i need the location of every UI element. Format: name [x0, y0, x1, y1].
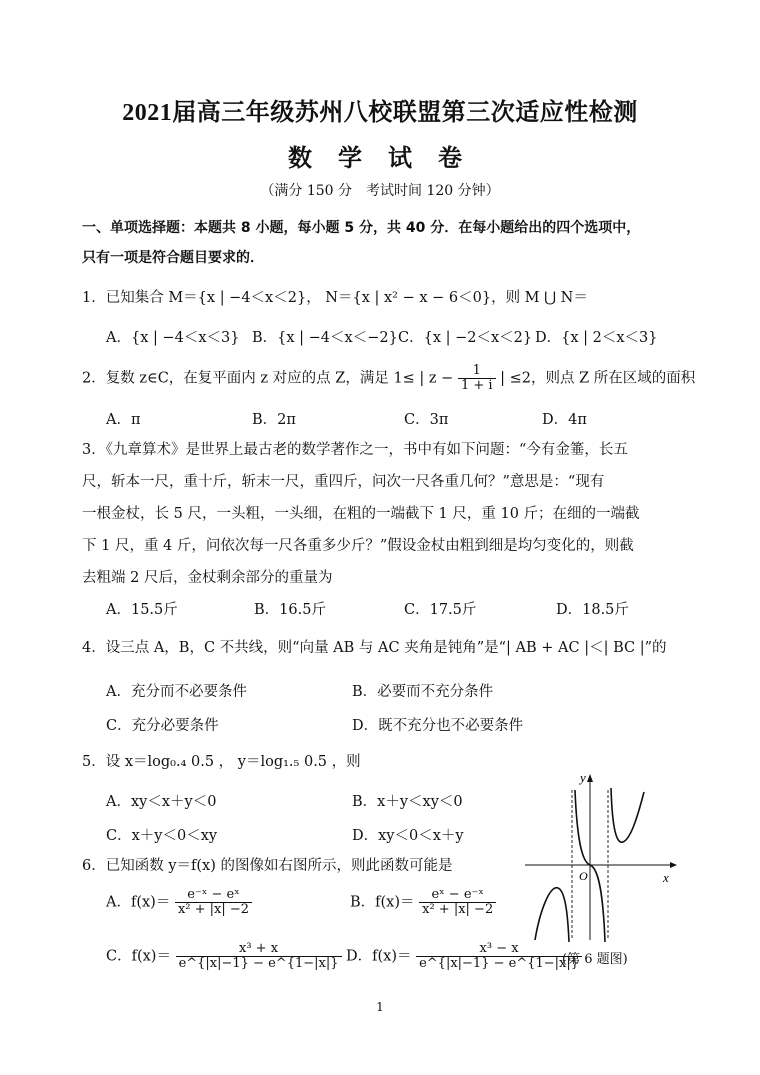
q2-option-c: C．3π — [404, 412, 449, 428]
q6-option-b-num: eˣ − e⁻ˣ — [419, 888, 496, 903]
q1-option-d: D．{x | 2＜x＜3} — [535, 330, 658, 346]
q6-option-c-lhs: C．f(x)＝ — [106, 948, 171, 965]
function-graph — [520, 770, 680, 945]
section-heading-line2: 只有一项是符合题目要求的． — [82, 250, 264, 266]
q3-option-c: C．17.5斤 — [404, 602, 477, 618]
q2-option-d: D．4π — [542, 412, 587, 428]
q3-line-2: 尺，斩本一尺，重十斤，斩末一尺，重四斤，问次一尺各重几何？”意思是：“现有 — [82, 474, 605, 490]
q5-option-d: D．xy＜0＜x＋y — [352, 828, 464, 844]
q4-option-b: B．必要而不充分条件 — [352, 684, 494, 700]
graph-origin-label: O — [579, 869, 588, 883]
q3-option-d: D．18.5斤 — [556, 602, 629, 618]
figure-caption: (第 6 题图) — [562, 952, 628, 967]
q6-option-b — [350, 888, 496, 917]
graph-y-label: y — [580, 770, 586, 785]
exam-title: 2021届高三年级苏州八校联盟第三次适应性检测 — [122, 100, 638, 126]
x-axis-arrow — [670, 862, 677, 868]
q1-stem: 1．已知集合 M＝{x | −4＜x＜2}， N＝{x | x² − x − 6＜0}，则 M ⋃ N＝ — [82, 290, 588, 306]
q5-option-a: A．xy＜x＋y＜0 — [106, 794, 217, 810]
q6-option-d — [346, 942, 582, 971]
q6-option-b-fraction — [419, 888, 496, 917]
exam-subtitle: 数 学 试 卷 — [288, 146, 472, 172]
q6-option-c — [106, 942, 342, 971]
q2-option-b: B．2π — [252, 412, 296, 428]
q3-line-4: 下 1 尺，重 4 斤，问依次每一尺各重多少斤？”假设金杖由粗到细是均匀变化的，则截 — [82, 538, 634, 554]
curve-right-branch — [611, 788, 644, 842]
q3-option-a: A．15.5斤 — [106, 602, 178, 618]
curve-left-branch — [535, 888, 569, 942]
q1-option-c: C．{x | −2＜x＜2} — [398, 330, 533, 346]
q5-stem: 5．设 x＝log₀.₄ 0.5 ， y＝log₁.₅ 0.5 ，则 — [82, 754, 361, 770]
q6-option-a — [106, 888, 252, 917]
q2-stem — [82, 363, 696, 393]
q4-stem: 4．设三点 A，B，C 不共线，则“向量 AB 与 AC 夹角是钝角”是“| AB + AC |＜| BC |”的 — [82, 640, 667, 656]
q3-line-5: 去粗端 2 尺后，金杖剩余部分的重量为 — [82, 570, 333, 586]
q6-option-d-lhs: D．f(x)＝ — [346, 948, 412, 965]
page-number: 1 — [376, 1000, 384, 1014]
q5-option-c: C．x＋y＜0＜xy — [106, 828, 218, 844]
q6-option-c-num: x³ + x — [176, 942, 342, 957]
q2-stem-b: | ≤2，则点 Z 所在区域的面积 — [500, 370, 696, 387]
q4-option-a: A．充分而不必要条件 — [106, 684, 247, 700]
q4-option-d: D．既不充分也不必要条件 — [352, 718, 524, 734]
section-heading-line1: 一、单项选择题：本题共 8 小题，每小题 5 分，共 40 分．在每小题给出的四个选项中， — [82, 220, 641, 236]
q6-option-b-den: x² + |x| −2 — [422, 902, 494, 917]
q5-option-b: B．x＋y＜xy＜0 — [352, 794, 463, 810]
q6-option-a-fraction — [175, 888, 252, 917]
y-axis-arrow — [587, 774, 593, 782]
q6-option-a-den: x² + |x| −2 — [177, 902, 250, 917]
q6-option-a-num: e⁻ˣ − eˣ — [175, 888, 252, 903]
q2-stem-a: 2．复数 z∈C，在复平面内 z 对应的点 Z，满足 1≤ | z − — [82, 370, 454, 387]
q6-option-b-lhs: B．f(x)＝ — [350, 894, 415, 911]
exam-note: （满分 150 分 考试时间 120 分钟） — [260, 183, 500, 199]
q3-line-1: 3．《九章算术》是世界上最古老的数学著作之一，书中有如下问题：“今有金箠，长五 — [82, 442, 628, 458]
q2-frac-num: 1 — [458, 364, 496, 379]
q3-line-3: 一根金杖，长 5 尺，一头粗，一头细，在粗的一端截下 1 尺，重 10 斤；在细的一端截 — [82, 506, 640, 522]
q2-fraction — [458, 364, 496, 393]
q6-option-d-den: e^{|x|−1} − e^{1−|x|} — [419, 956, 580, 971]
q6-stem: 6．已知函数 y＝f(x) 的图像如右图所示，则此函数可能是 — [82, 858, 453, 874]
q4-option-c: C．充分必要条件 — [106, 718, 219, 734]
q6-option-d-num: x³ − x — [416, 942, 582, 957]
q6-option-c-den: e^{|x|−1} − e^{1−|x|} — [178, 956, 339, 971]
q2-frac-den: 1 + i — [460, 378, 493, 393]
q6-option-d-fraction — [416, 942, 582, 971]
graph-x-label: x — [663, 870, 669, 885]
q1-option-b: B．{x | −4＜x＜−2} — [252, 330, 398, 346]
q6-option-c-fraction — [176, 942, 342, 971]
q3-option-b: B．16.5斤 — [254, 602, 326, 618]
q2-option-a: A．π — [106, 412, 141, 428]
q1-option-a: A．{x | −4＜x＜3} — [106, 330, 240, 346]
q6-option-a-lhs: A．f(x)＝ — [106, 894, 171, 911]
